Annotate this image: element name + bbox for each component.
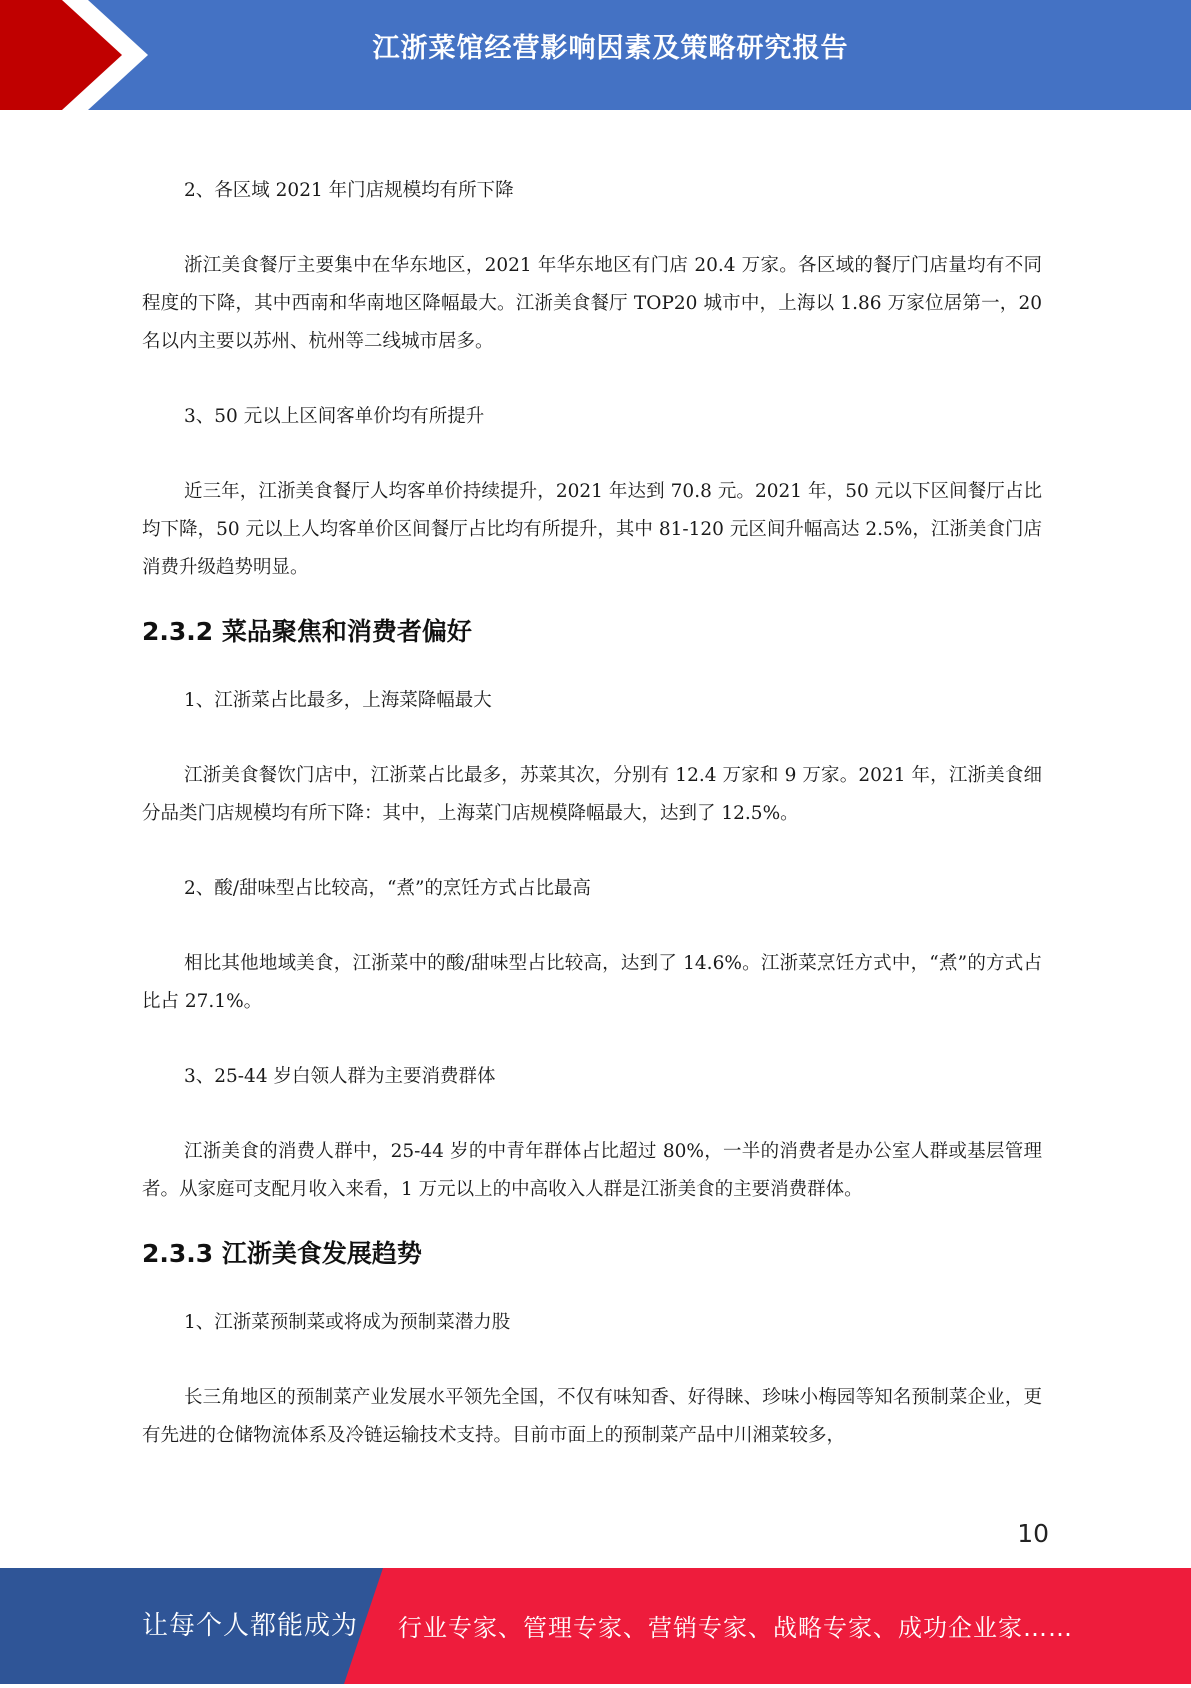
page-footer [0,1568,1191,1684]
paragraph-price-rise: 近三年，江浙美食餐厅人均客单价持续提升，2021 年达到 70.8 元。2021 年，50 元以下区间餐厅占比均下降，50 元以上人均客单价区间餐厅占比均有所提升，其中 81-120 元区间升幅高达 2.5%，江浙美食门店消费升级趋势明显。 [142,481,1042,578]
paragraph-consumers: 江浙美食的消费人群中，25-44 岁的中青年群体占比超过 80%，一半的消费者是办公室人群或基层管理者。从家庭可支配月收入来看，1 万元以上的中高收入人群是江浙美食的主要消费群体。 [142,1141,1042,1200]
footer-slogan-left: 让每个人都能成为 [142,1611,359,1641]
paragraph-flavor: 相比其他地域美食，江浙菜中的酸/甜味型占比较高，达到了 14.6%。江浙菜烹饪方式中，“煮”的方式占比占 27.1%。 [142,953,1042,1012]
list-item-cuisine-share: 1、江浙菜占比最多，上海菜降幅最大 [184,690,492,711]
paragraph-regional-scale: 浙江美食餐厅主要集中在华东地区，2021 年华东地区有门店 20.4 万家。各区域的餐厅门店量均有不同程度的下降，其中西南和华南地区降幅最大。江浙美食餐厅 TOP20 城市中，上海以 1.86 万家位居第一，20 名以内主要以苏州、杭州等二线城市居多。 [142,255,1042,352]
page-header [0,0,1191,110]
list-item-regional-scale: 2、各区域 2021 年门店规模均有所下降 [184,180,514,201]
list-item-consumers: 3、25-44 岁白领人群为主要消费群体 [184,1066,496,1087]
footer-slogan-right: 行业专家、管理专家、营销专家、战略专家、成功企业家…… [398,1614,1073,1642]
section-heading-2-3-2: 2.3.2 菜品聚焦和消费者偏好 [142,617,472,646]
document-body [142,172,1042,1455]
paragraph-cuisine-share: 江浙美食餐饮门店中，江浙菜占比最多，苏菜其次，分别有 12.4 万家和 9 万家。2021 年，江浙美食细分品类门店规模均有所下降：其中，上海菜门店规模降幅最大，达到了 12.5%。 [142,765,1042,824]
list-item-price-rise: 3、50 元以上区间客单价均有所提升 [184,406,485,427]
list-item-flavor: 2、酸/甜味型占比较高，“煮”的烹饪方式占比最高 [184,878,591,899]
page-number: 10 [1017,1519,1049,1548]
section-heading-2-3-3: 2.3.3 江浙美食发展趋势 [142,1239,422,1268]
paragraph-prepared-dishes: 长三角地区的预制菜产业发展水平领先全国，不仅有味知香、好得睐、珍味小梅园等知名预制菜企业，更有先进的仓储物流体系及冷链运输技术支持。目前市面上的预制菜产品中川湘菜较多， [142,1387,1042,1446]
list-item-prepared-dishes: 1、江浙菜预制菜或将成为预制菜潜力股 [184,1312,511,1333]
report-title: 江浙菜馆经营影响因素及策略研究报告 [372,33,849,64]
